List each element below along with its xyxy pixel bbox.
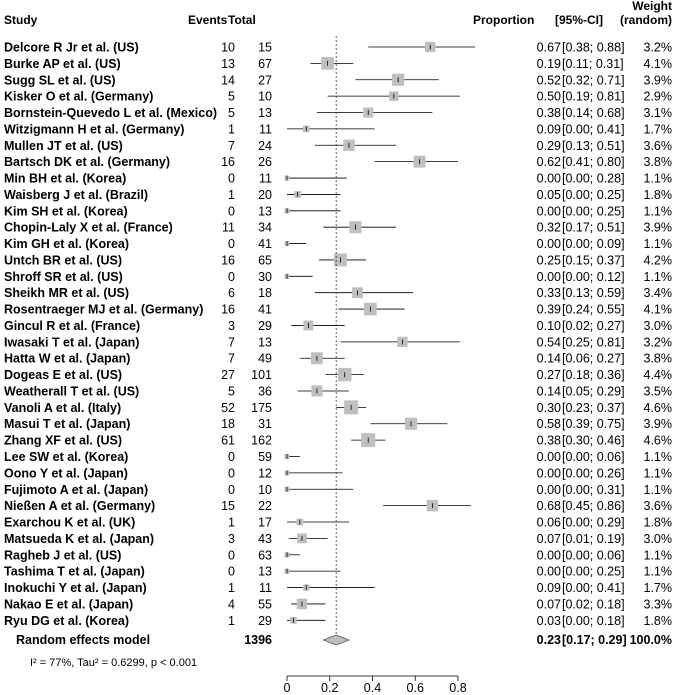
study-name: Rosentraeger MJ et al. (Germany): [4, 302, 204, 317]
study-events: 16: [221, 302, 235, 317]
study-ci: [0.32; 0.71]: [562, 73, 625, 88]
study-total: 12: [258, 466, 272, 481]
study-weight: 3.9%: [643, 417, 672, 432]
study-ci: [0.00; 0.31]: [562, 482, 625, 497]
study-name: Shroff SR et al. (US): [4, 269, 123, 284]
study-ci: [0.30; 0.46]: [562, 433, 625, 448]
study-weight: 1.1%: [643, 269, 672, 284]
study-proportion: 0.30: [536, 400, 561, 415]
study-name: Weatherall T et al. (US): [4, 384, 140, 399]
study-events: 61: [221, 433, 235, 448]
study-name: Sugg SL et al. (US): [4, 73, 116, 88]
study-events: 7: [228, 351, 235, 366]
study-weight: 3.4%: [643, 286, 672, 301]
study-row: [4, 270, 672, 284]
study-total: 162: [251, 433, 272, 448]
study-proportion: 0.07: [536, 531, 561, 546]
study-weight: 3.3%: [643, 597, 672, 612]
study-proportion: 0.14: [536, 351, 561, 366]
study-row: [4, 73, 672, 87]
study-name: Vanoli A et al. (Italy): [4, 400, 122, 415]
study-row: [4, 400, 672, 414]
study-total: 36: [258, 384, 272, 399]
study-events: 0: [228, 237, 235, 252]
study-weight: 4.1%: [643, 56, 672, 71]
study-row: [4, 466, 672, 480]
study-row: [4, 204, 672, 218]
study-row: [4, 499, 672, 513]
study-proportion: 0.68: [536, 499, 561, 514]
header-study: Study: [4, 13, 38, 27]
axis-tick-label: 0.8: [449, 681, 467, 695]
study-weight: 3.6%: [643, 499, 672, 514]
study-name: Hatta W et al. (Japan): [4, 351, 131, 366]
study-name: Tashima T et al. (Japan): [4, 564, 145, 579]
study-proportion: 0.03: [536, 613, 561, 628]
study-total: 11: [259, 581, 272, 596]
header-weight: Weight: [632, 0, 672, 13]
study-proportion: 0.00: [536, 204, 561, 219]
study-ci: [0.13; 0.59]: [562, 286, 625, 301]
study-weight: 3.1%: [643, 106, 672, 121]
study-total: 13: [258, 335, 272, 350]
study-total: 31: [258, 417, 272, 432]
study-name: Masui T et al. (Japan): [4, 417, 131, 432]
study-proportion: 0.58: [536, 417, 561, 432]
pooled-weight: 100.0%: [629, 633, 672, 647]
study-ci: [0.38; 0.88]: [562, 40, 625, 55]
study-name: Oono Y et al. (Japan): [4, 466, 128, 481]
study-ci: [0.23; 0.37]: [562, 400, 625, 415]
study-weight: 3.8%: [643, 155, 672, 170]
study-row: [4, 41, 672, 55]
study-events: 52: [221, 400, 235, 415]
study-ci: [0.00; 0.09]: [562, 237, 625, 252]
study-events: 16: [221, 253, 235, 268]
axis-tick-label: 0: [283, 681, 291, 695]
study-ci: [0.00; 0.26]: [562, 466, 625, 481]
study-row: [4, 565, 672, 579]
study-weight: 4.6%: [643, 433, 672, 448]
study-row: [4, 368, 672, 382]
study-name: Sheikh MR et al. (US): [4, 286, 130, 301]
study-weight: 4.4%: [643, 368, 672, 383]
study-events: 14: [221, 73, 235, 88]
study-ci: [0.24; 0.55]: [562, 302, 625, 317]
study-ci: [0.00; 0.25]: [562, 187, 625, 202]
pooled-label: Random effects model: [16, 633, 151, 647]
study-weight: 1.1%: [643, 564, 672, 579]
study-name: Min BH et al. (Korea): [4, 171, 127, 186]
study-ci: [0.02; 0.27]: [562, 318, 625, 333]
study-weight: 3.8%: [643, 351, 672, 366]
study-row: [4, 57, 672, 71]
study-events: 15: [221, 499, 235, 514]
study-proportion: 0.38: [536, 106, 561, 121]
study-name: Untch BR et al. (US): [4, 253, 123, 268]
study-ci: [0.13; 0.51]: [562, 138, 625, 153]
study-proportion: 0.09: [536, 581, 561, 596]
study-proportion: 0.06: [536, 515, 561, 530]
study-name: Delcore R Jr et al. (US): [4, 40, 139, 55]
study-events: 0: [228, 204, 235, 219]
study-proportion: 0.67: [536, 40, 561, 55]
study-weight: 1.1%: [643, 171, 672, 186]
study-name: Ragheb J et al. (US): [4, 548, 122, 563]
study-name: Fujimoto A et al. (Japan): [4, 482, 149, 497]
study-weight: 4.1%: [643, 302, 672, 317]
study-ci: [0.00; 0.25]: [562, 564, 625, 579]
study-row: [4, 384, 672, 398]
study-proportion: 0.50: [536, 89, 561, 104]
study-weight: 3.0%: [643, 318, 672, 333]
study-total: 24: [258, 138, 272, 153]
study-total: 20: [258, 187, 272, 202]
study-name: Chopin-Laly X et al. (France): [4, 220, 173, 235]
study-events: 0: [228, 466, 235, 481]
study-ci: [0.00; 0.06]: [562, 548, 625, 563]
study-proportion: 0.14: [536, 384, 561, 399]
study-events: 0: [228, 548, 235, 563]
study-proportion: 0.00: [536, 564, 561, 579]
study-weight: 1.1%: [643, 450, 672, 464]
study-ci: [0.11; 0.31]: [562, 56, 624, 71]
study-ci: [0.00; 0.06]: [562, 450, 625, 464]
pooled-row: [16, 633, 672, 647]
study-events: 5: [228, 89, 235, 104]
study-proportion: 0.00: [536, 482, 561, 497]
study-row: [4, 221, 672, 235]
study-row: [4, 614, 672, 628]
study-proportion: 0.00: [536, 466, 561, 481]
study-name: Iwasaki T et al. (Japan): [4, 335, 140, 350]
study-ci: [0.00; 0.29]: [562, 515, 625, 530]
study-ci: [0.17; 0.51]: [562, 220, 625, 235]
header-weight-sub: (random): [620, 13, 672, 27]
study-proportion: 0.10: [536, 318, 561, 333]
study-weight: 1.8%: [643, 515, 672, 530]
study-events: 1: [228, 122, 235, 137]
pooled-total: 1396: [244, 633, 272, 647]
study-proportion: 0.00: [536, 450, 561, 464]
x-axis: [284, 676, 467, 695]
header-total: Total: [228, 13, 256, 27]
study-row: [4, 139, 672, 153]
study-row: [4, 352, 672, 366]
study-events: 4: [228, 597, 235, 612]
study-total: 30: [258, 269, 272, 284]
study-total: 13: [258, 204, 272, 219]
study-row: [4, 188, 672, 202]
study-total: 175: [251, 400, 272, 415]
study-weight: 4.6%: [643, 400, 672, 415]
study-name: Kim SH et al. (Korea): [4, 204, 128, 219]
study-events: 5: [228, 384, 235, 399]
study-proportion: 0.52: [536, 73, 561, 88]
study-ci: [0.05; 0.29]: [562, 384, 625, 399]
header-events: Events: [188, 13, 228, 27]
study-name: Bartsch DK et al. (Germany): [4, 155, 171, 170]
study-weight: 3.9%: [643, 220, 672, 235]
study-proportion: 0.07: [536, 597, 561, 612]
study-row: [4, 597, 672, 611]
study-weight: 3.0%: [643, 531, 672, 546]
study-weight: 3.9%: [643, 73, 672, 88]
study-weight: 4.2%: [643, 253, 672, 268]
study-weight: 1.8%: [643, 613, 672, 628]
study-row: [4, 155, 672, 169]
study-total: 17: [258, 515, 272, 530]
study-total: 27: [258, 73, 272, 88]
study-total: 29: [258, 613, 272, 628]
study-name: Zhang XF et al. (US): [4, 433, 123, 448]
study-weight: 1.7%: [643, 122, 672, 137]
study-weight: 1.1%: [643, 482, 672, 497]
study-total: 15: [258, 40, 272, 55]
pooled-diamond: [323, 635, 349, 645]
axis-tick-label: 0.4: [363, 681, 382, 695]
study-proportion: 0.19: [536, 56, 561, 71]
study-name: Bornstein-Quevedo L et al. (Mexico): [4, 106, 218, 121]
study-row: [4, 286, 672, 300]
study-events: 0: [228, 564, 235, 579]
pooled-proportion: 0.23: [536, 633, 561, 647]
study-row: [4, 253, 672, 267]
study-row: [4, 335, 672, 349]
study-weight: 1.8%: [643, 187, 672, 202]
study-row: [4, 237, 672, 251]
study-ci: [0.00; 0.18]: [562, 613, 625, 628]
study-total: 11: [259, 171, 272, 186]
study-ci: [0.00; 0.28]: [562, 171, 625, 186]
study-weight: 1.1%: [643, 466, 672, 481]
study-proportion: 0.38: [536, 433, 561, 448]
column-headers: [4, 0, 672, 27]
study-total: 29: [258, 318, 272, 333]
study-name: Kim GH et al. (Korea): [4, 237, 130, 252]
study-weight: 3.5%: [643, 384, 672, 399]
study-row: [4, 303, 672, 317]
study-events: 13: [221, 56, 235, 71]
study-name: Matsueda K et al. (Japan): [4, 531, 155, 546]
header-ci: [95%-CI]: [555, 13, 604, 27]
study-ci: [0.45; 0.86]: [562, 499, 625, 514]
study-total: 13: [258, 564, 272, 579]
study-ci: [0.00; 0.41]: [562, 581, 625, 596]
study-total: 26: [258, 155, 272, 170]
study-events: 27: [221, 368, 235, 383]
study-events: 3: [228, 531, 235, 546]
study-proportion: 0.54: [536, 335, 561, 350]
study-events: 7: [228, 138, 235, 153]
study-ci: [0.19; 0.81]: [562, 89, 625, 104]
study-ci: [0.18; 0.36]: [562, 368, 625, 383]
study-events: 0: [228, 269, 235, 284]
study-ci: [0.01; 0.19]: [562, 531, 625, 546]
study-weight: 1.1%: [643, 237, 672, 252]
study-proportion: 0.25: [536, 253, 561, 268]
study-weight: 1.7%: [643, 581, 672, 596]
study-ci: [0.06; 0.27]: [562, 351, 625, 366]
study-ci: [0.02; 0.18]: [562, 597, 625, 612]
study-events: 16: [221, 155, 235, 170]
study-proportion: 0.00: [536, 237, 561, 252]
study-weight: 1.1%: [643, 548, 672, 563]
study-row: [4, 319, 672, 333]
study-row: [4, 90, 672, 104]
study-name: Mullen JT et al. (US): [4, 138, 123, 153]
study-ci: [0.00; 0.41]: [562, 122, 625, 137]
study-total: 22: [258, 499, 272, 514]
study-events: 18: [221, 417, 235, 432]
header-proportion: Proportion: [473, 13, 535, 27]
study-proportion: 0.33: [536, 286, 561, 301]
study-name: Burke AP et al. (US): [4, 56, 121, 71]
study-events: 1: [228, 613, 235, 628]
study-events: 6: [228, 286, 235, 301]
study-total: 59: [258, 450, 272, 464]
study-ci: [0.00; 0.25]: [562, 204, 625, 219]
study-row: [4, 581, 672, 595]
study-row: [4, 548, 672, 562]
study-total: 67: [258, 56, 272, 71]
study-total: 101: [251, 368, 272, 383]
study-name: Dogeas E et al. (US): [4, 368, 123, 383]
study-name: Exarchou K et al. (UK): [4, 515, 136, 530]
study-proportion: 0.62: [536, 155, 561, 170]
study-row: [4, 122, 672, 136]
study-name: Kisker O et al. (Germany): [4, 89, 154, 104]
study-row: [4, 106, 672, 120]
study-row: [4, 483, 672, 497]
study-name: Lee SW et al. (Korea): [4, 450, 129, 464]
study-events: 5: [228, 106, 235, 121]
study-events: 1: [228, 515, 235, 530]
study-events: 0: [228, 482, 235, 497]
study-name: Ryu DG et al. (Korea): [4, 613, 130, 628]
study-proportion: 0.27: [536, 368, 561, 383]
study-name: Inokuchi Y et al. (Japan): [4, 581, 147, 596]
study-total: 34: [258, 220, 272, 235]
study-total: 41: [258, 237, 272, 252]
study-proportion: 0.09: [536, 122, 561, 137]
study-total: 10: [258, 89, 272, 104]
study-name: Nießen A et al. (Germany): [4, 499, 156, 514]
study-row: [4, 516, 672, 530]
study-weight: 3.6%: [643, 138, 672, 153]
study-total: 18: [258, 286, 272, 301]
study-row: [4, 417, 672, 431]
study-proportion: 0.32: [536, 220, 561, 235]
study-proportion: 0.29: [536, 138, 561, 153]
study-name: Witzigmann H et al. (Germany): [4, 122, 185, 137]
heterogeneity-stats: I² = 77%, Tau² = 0.6299, p < 0.001: [30, 657, 198, 669]
study-ci: [0.00; 0.12]: [562, 269, 625, 284]
pooled-ci: [0.17; 0.29]: [562, 633, 627, 647]
study-row: [4, 450, 672, 464]
study-proportion: 0.00: [536, 171, 561, 186]
study-total: 41: [258, 302, 272, 317]
study-weight: 3.2%: [643, 40, 672, 55]
study-row: [4, 433, 672, 447]
study-proportion: 0.00: [536, 548, 561, 563]
study-weight: 2.9%: [643, 89, 672, 104]
study-row: [4, 532, 672, 546]
study-proportion: 0.39: [536, 302, 561, 317]
study-total: 43: [258, 531, 272, 546]
study-ci: [0.39; 0.75]: [562, 417, 625, 432]
study-ci: [0.15; 0.37]: [562, 253, 625, 268]
study-total: 49: [258, 351, 272, 366]
study-ci: [0.41; 0.80]: [562, 155, 625, 170]
axis-tick-label: 0.6: [406, 681, 424, 695]
study-events: 1: [228, 581, 235, 596]
study-weight: 1.1%: [643, 204, 672, 219]
study-ci: [0.25; 0.81]: [562, 335, 625, 350]
study-total: 10: [258, 482, 272, 497]
study-proportion: 0.00: [536, 269, 561, 284]
study-events: 1: [228, 187, 235, 202]
study-proportion: 0.05: [536, 187, 561, 202]
study-row: [4, 172, 672, 186]
study-name: Gincul R et al. (France): [4, 318, 141, 333]
study-events: 0: [228, 450, 235, 464]
study-ci: [0.14; 0.68]: [562, 106, 625, 121]
study-weight: 3.2%: [643, 335, 672, 350]
study-events: 0: [228, 171, 235, 186]
study-name: Nakao E et al. (Japan): [4, 597, 134, 612]
study-total: 63: [258, 548, 272, 563]
study-total: 13: [258, 106, 272, 121]
study-events: 3: [228, 318, 235, 333]
study-total: 11: [259, 122, 272, 137]
study-name: Waisberg J et al. (Brazil): [4, 187, 149, 202]
axis-tick-label: 0.2: [321, 681, 339, 695]
study-events: 11: [222, 220, 235, 235]
study-events: 7: [228, 335, 235, 350]
study-total: 55: [258, 597, 272, 612]
study-total: 65: [258, 253, 272, 268]
study-events: 10: [221, 40, 235, 55]
study-rows: [4, 41, 672, 628]
